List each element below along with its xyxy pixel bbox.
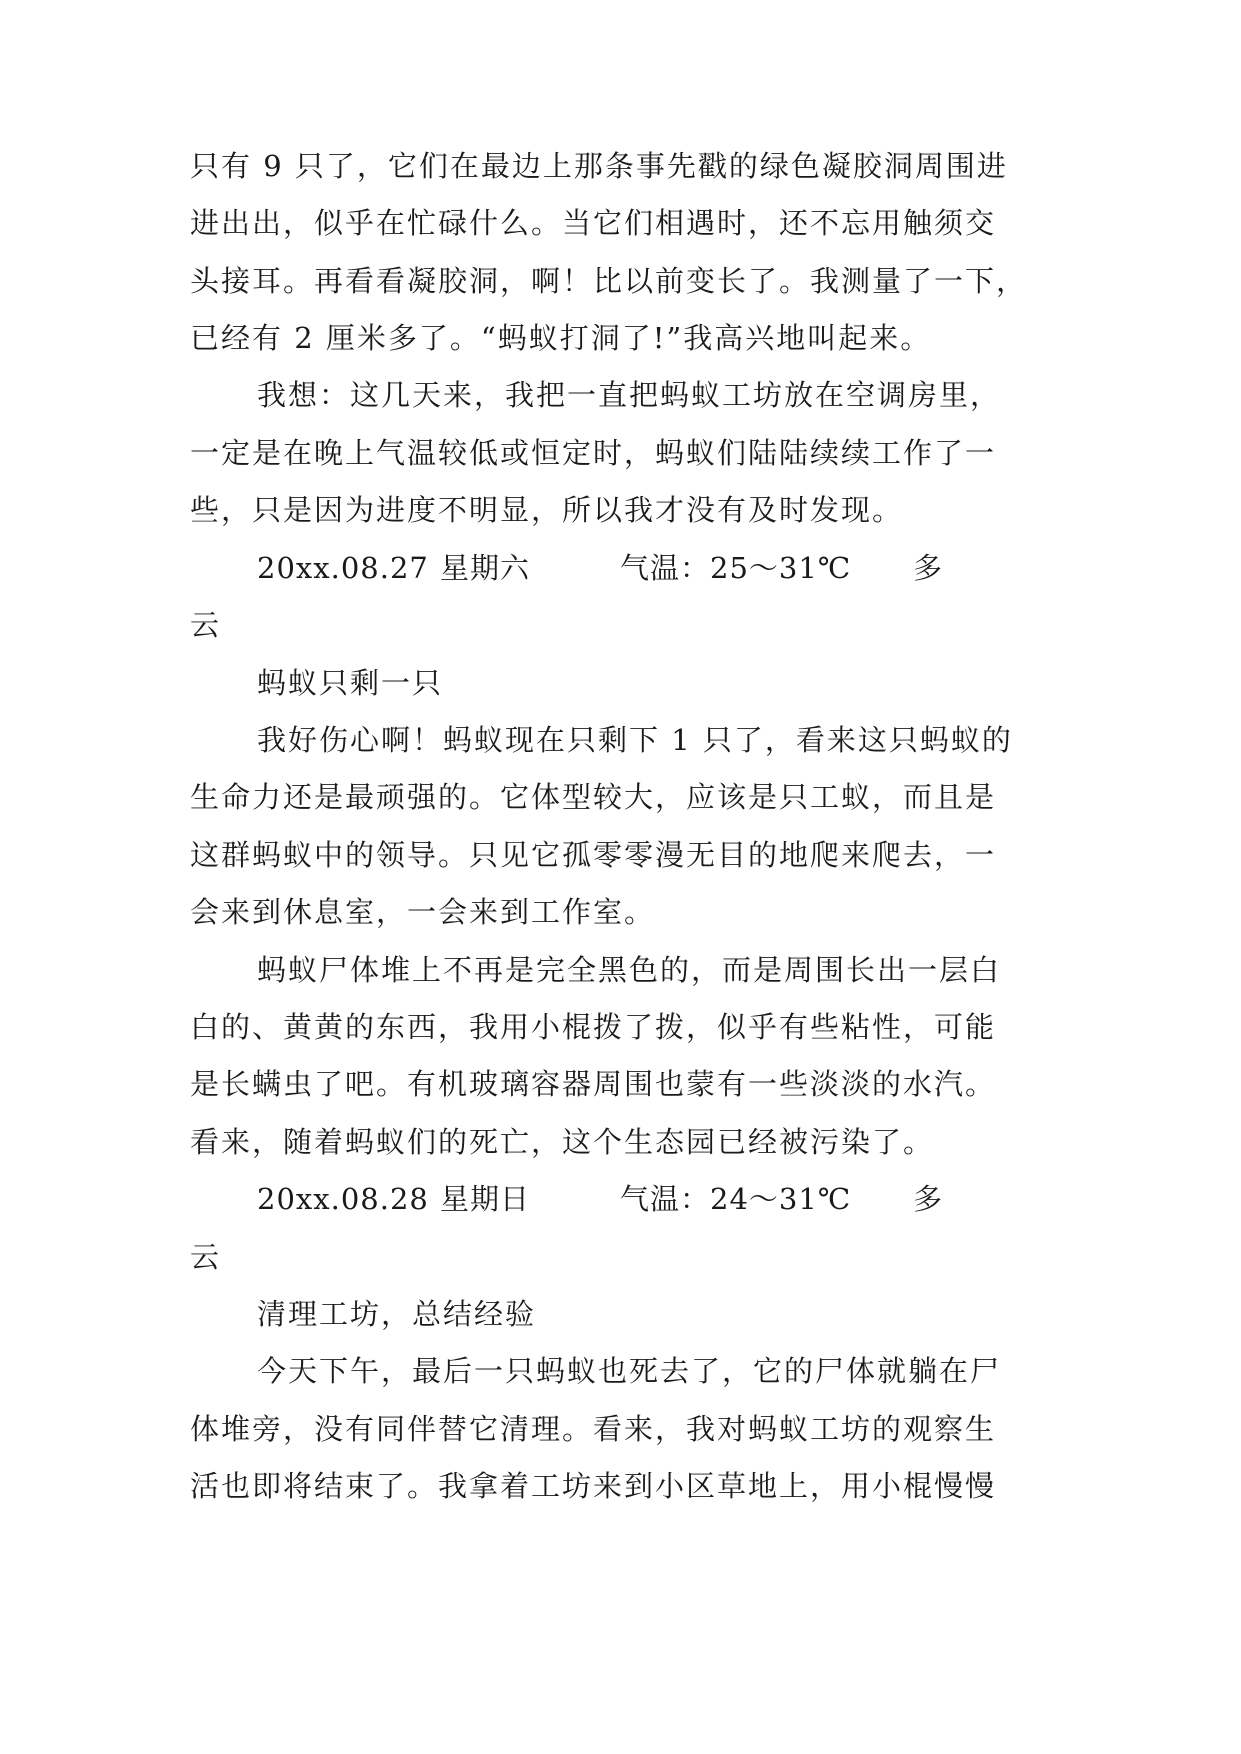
entry-temperature: 气温：24～31℃ [620, 1182, 852, 1216]
body-line: 白的、黄黄的东西，我用小棍拨了拨，似乎有些粘性，可能 [190, 1010, 997, 1044]
body-line: 生命力还是最顽强的。它体型较大，应该是只工蚁，而且是 [190, 780, 997, 814]
body-line: 些，只是因为进度不明显，所以我才没有及时发现。 [190, 493, 904, 527]
entry-weather: 多 [913, 551, 944, 585]
body-line: 是长螨虫了吧。有机玻璃容器周围也蒙有一些淡淡的水汽。 [190, 1067, 997, 1101]
entry-weekday: 星期日 [440, 1182, 531, 1216]
body-line: 看来，随着蚂蚁们的死亡，这个生态园已经被污染了。 [190, 1125, 935, 1159]
paragraph-start: 我想：这几天来，我把一直把蚂蚁工坊放在空调房里， [257, 378, 1002, 412]
body-line: 会来到休息室，一会来到工作室。 [190, 895, 656, 929]
body-line: 只有 9 只了，它们在最边上那条事先戳的绿色凝胶洞周围进 [190, 149, 1008, 183]
body-line: 体堆旁，没有同伴替它清理。看来，我对蚂蚁工坊的观察生 [190, 1412, 997, 1446]
paragraph-start: 今天下午，最后一只蚂蚁也死去了，它的尸体就躺在尸 [257, 1354, 1002, 1388]
body-line: 进出出，似乎在忙碌什么。当它们相遇时，还不忘用触须交 [190, 206, 997, 240]
entry-weather-continued: 云 [190, 608, 222, 642]
entry-weekday: 星期六 [440, 551, 531, 585]
entry-date: 20xx.08.28 [257, 1182, 429, 1216]
paragraph-start: 我好伤心啊！蚂蚁现在只剩下 1 只了，看来这只蚂蚁的 [257, 723, 1013, 757]
body-line: 已经有 2 厘米多了。“蚂蚁打洞了!”我高兴地叫起来。 [190, 321, 932, 355]
entry-weather: 多 [913, 1182, 944, 1216]
body-line: 这群蚂蚁中的领导。只见它孤零零漫无目的地爬来爬去，一 [190, 838, 997, 872]
section-heading: 清理工坊，总结经验 [257, 1297, 537, 1331]
entry-temperature: 气温：25～31℃ [620, 551, 852, 585]
body-line: 一定是在晚上气温较低或恒定时，蚂蚁们陆陆续续工作了一 [190, 436, 997, 470]
paragraph-start: 蚂蚁尸体堆上不再是完全黑色的，而是周围长出一层白 [257, 953, 1002, 987]
section-heading: 蚂蚁只剩一只 [257, 666, 444, 700]
body-line: 活也即将结束了。我拿着工坊来到小区草地上，用小棍慢慢 [190, 1469, 997, 1503]
body-line: 头接耳。再看看凝胶洞，啊！比以前变长了。我测量了一下， [190, 264, 1028, 298]
entry-weather-continued: 云 [190, 1240, 222, 1274]
entry-date: 20xx.08.27 [257, 551, 429, 585]
